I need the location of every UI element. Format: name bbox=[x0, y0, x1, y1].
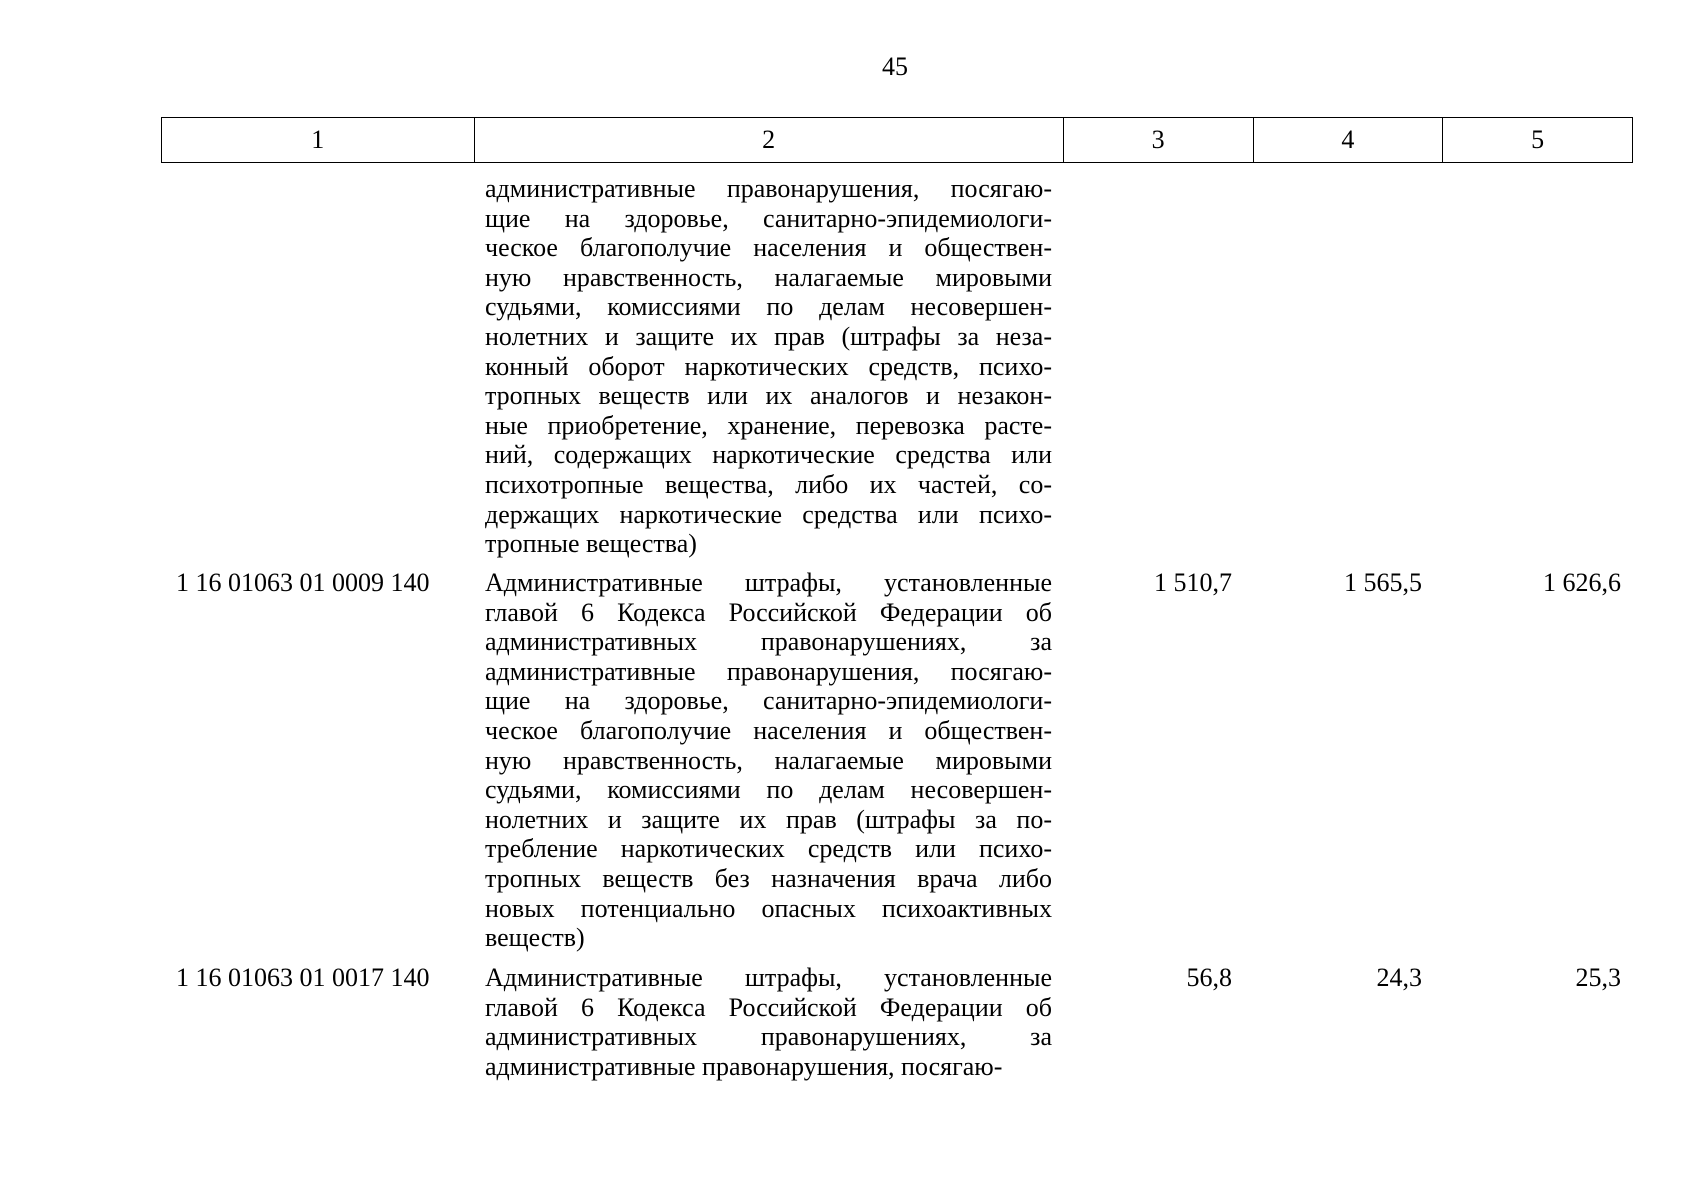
description-line: административные правонарушения, посягаю- bbox=[485, 1051, 1003, 1081]
description-line: тропные вещества) bbox=[485, 529, 697, 559]
description-line: судьями, комиссиями по делам несовершен- bbox=[485, 292, 1052, 322]
table-header bbox=[161, 117, 1633, 163]
table-row bbox=[161, 963, 1633, 1081]
description-line: административные правонарушения, посягаю- bbox=[485, 656, 1052, 686]
description-line: нолетних и защите их прав (штрафы за по- bbox=[485, 804, 1052, 834]
table-row bbox=[161, 174, 1633, 559]
description-line: новых потенциально опасных психоактивных bbox=[485, 893, 1052, 923]
description-line: конный оборот наркотических средств, психо- bbox=[485, 351, 1052, 381]
page-number: 45 bbox=[882, 52, 908, 81]
header-col-3: 3 bbox=[1064, 118, 1254, 162]
row-code: 1 16 01063 01 0009 140 bbox=[176, 568, 430, 597]
row-code: 1 16 01063 01 0017 140 bbox=[176, 963, 430, 992]
value-col-3: 1 510,7 bbox=[1154, 568, 1232, 597]
value-col-4: 24,3 bbox=[1376, 963, 1422, 992]
description-line: Административные штрафы, установленные bbox=[485, 568, 1052, 597]
value-col-3: 56,8 bbox=[1186, 963, 1232, 992]
description-line: веществ) bbox=[485, 923, 585, 953]
value-col-5: 25,3 bbox=[1575, 963, 1621, 992]
description-line: административных правонарушениях, за bbox=[485, 627, 1052, 657]
value-col-4: 1 565,5 bbox=[1344, 568, 1422, 597]
description-line: психотропные вещества, либо их частей, со- bbox=[485, 469, 1052, 499]
description-line: ные приобретение, хранение, перевозка расте- bbox=[485, 410, 1052, 440]
description-line: административные правонарушения, посягаю- bbox=[485, 174, 1052, 203]
header-col-4: 4 bbox=[1254, 118, 1444, 162]
description-line: нолетних и защите их прав (штрафы за неза- bbox=[485, 321, 1052, 351]
description-line: требление наркотических средств или психо- bbox=[485, 834, 1052, 864]
description-line: держащих наркотические средства или психо- bbox=[485, 499, 1052, 529]
header-col-2: 2 bbox=[475, 118, 1064, 162]
value-col-5: 1 626,6 bbox=[1543, 568, 1621, 597]
row-description bbox=[485, 963, 1052, 1081]
description-line: ний, содержащих наркотические средства или bbox=[485, 440, 1052, 470]
description-line: судьями, комиссиями по делам несовершен- bbox=[485, 775, 1052, 805]
row-description bbox=[485, 174, 1052, 559]
description-line: административных правонарушениях, за bbox=[485, 1022, 1052, 1052]
description-line: ную нравственность, налагаемые мировыми bbox=[485, 745, 1052, 775]
description-line: главой 6 Кодекса Российской Федерации об bbox=[485, 992, 1052, 1022]
description-line: тропных веществ или их аналогов и незакон- bbox=[485, 381, 1052, 411]
row-description bbox=[485, 568, 1052, 953]
description-line: Административные штрафы, установленные bbox=[485, 963, 1052, 992]
description-line: ную нравственность, налагаемые мировыми bbox=[485, 262, 1052, 292]
description-line: главой 6 Кодекса Российской Федерации об bbox=[485, 597, 1052, 627]
header-col-1: 1 bbox=[162, 118, 475, 162]
description-line: щие на здоровье, санитарно-эпидемиологи- bbox=[485, 686, 1052, 716]
description-line: ческое благополучие населения и обществен- bbox=[485, 715, 1052, 745]
table-row bbox=[161, 568, 1633, 953]
description-line: щие на здоровье, санитарно-эпидемиологи- bbox=[485, 203, 1052, 233]
description-line: тропных веществ без назначения врача либо bbox=[485, 863, 1052, 893]
header-col-5: 5 bbox=[1531, 125, 1545, 154]
description-line: ческое благополучие населения и обществен- bbox=[485, 233, 1052, 263]
